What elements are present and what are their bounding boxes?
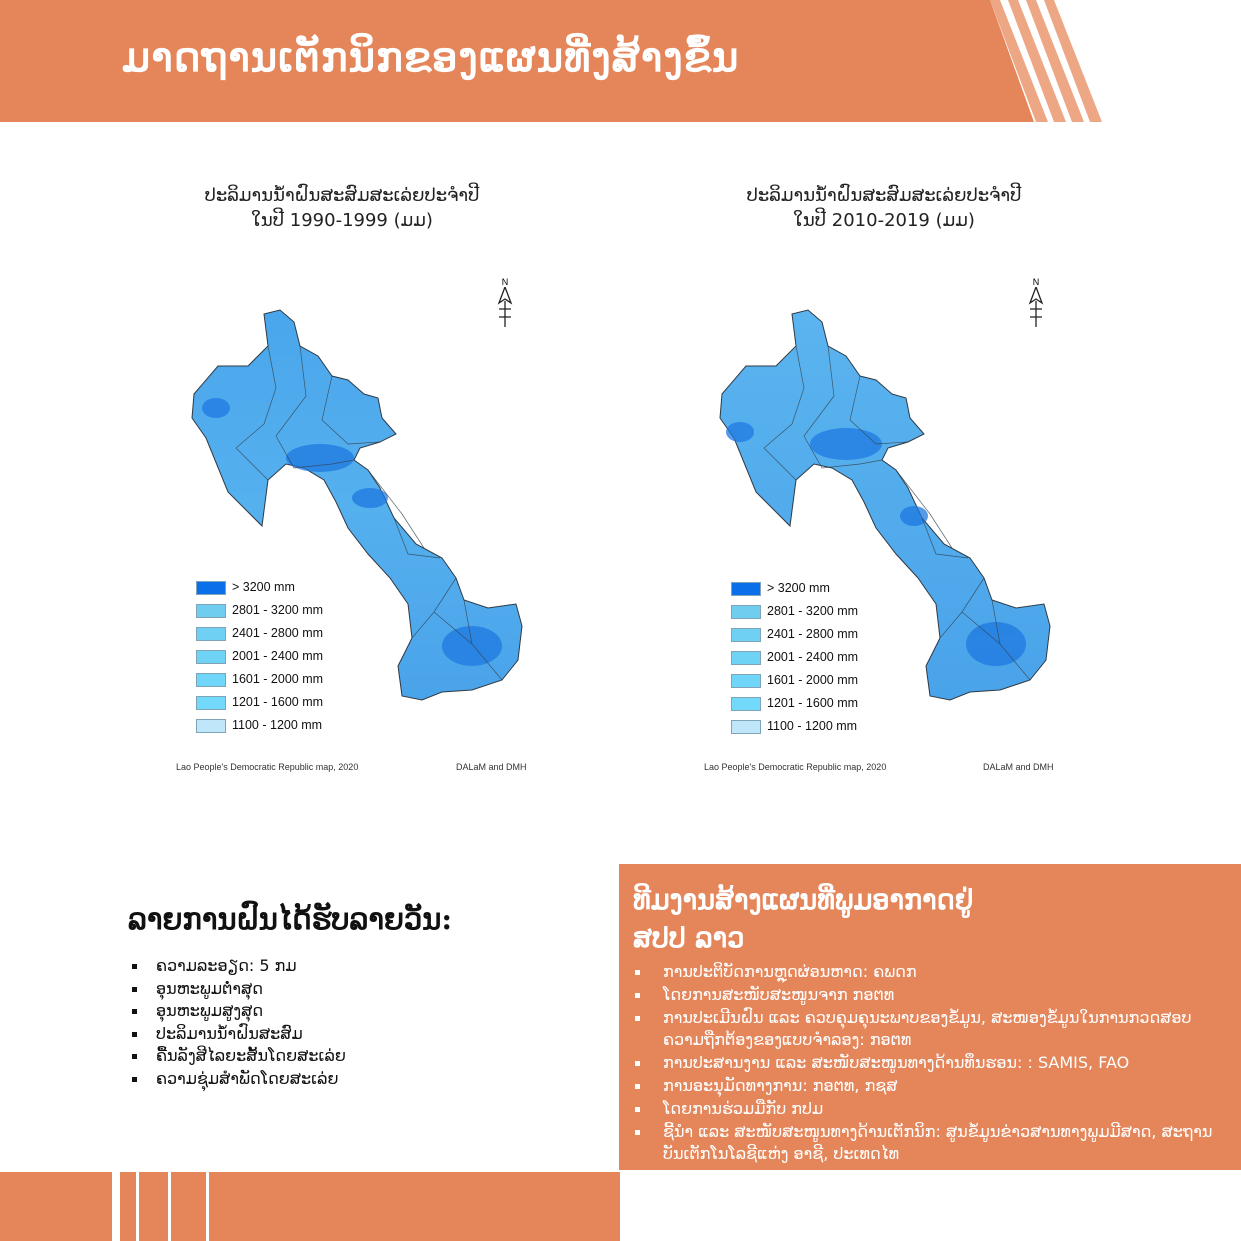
legend-swatch [731, 720, 761, 734]
header-band [0, 0, 1241, 122]
legend-label: 2001 - 2400 mm [232, 649, 324, 663]
high-rain-zone [352, 488, 388, 508]
list-item [130, 978, 346, 1001]
team-title [633, 882, 973, 958]
legend-swatch [731, 605, 761, 619]
footer-shape [0, 1172, 620, 1241]
bullet-icon [132, 987, 137, 992]
legend-swatch [196, 650, 226, 664]
list-item [633, 1075, 1223, 1097]
team-title-line2: ສປປ ລາວ [633, 923, 745, 954]
high-rain-zone [442, 626, 502, 666]
legend-label: 1100 - 1200 mm [767, 719, 858, 733]
legend-label: > 3200 mm [767, 581, 830, 595]
list-item-label: ການປະເມີນຝົນ ແລະ ຄວບຄຸມຄຸນະພາບຂອງຂໍ້ມູນ, ສະໜອງຂໍ້ມູນໃນການກວດສອບຄວາມຖືກຕ້ອງຂອງແບບຈຳລອງ: ກອຕທ [663, 1008, 1192, 1049]
legend-label: 2401 - 2800 mm [232, 626, 324, 640]
list-item [633, 1052, 1223, 1074]
list-item-label: ການປະຕິບັດການຫຼຸດຜ່ອນຫາດ: ຄພດກ [663, 962, 917, 981]
list-item-label: ອຸນຫະພູມຕ່ຳສຸດ [156, 978, 263, 998]
legend-swatch [731, 674, 761, 688]
bullet-icon [635, 1084, 640, 1089]
legend-swatch [196, 581, 226, 595]
list-item-label: ການປະສານງານ ແລະ ສະໜັບສະໜູນທາງດ້ານທຶນຮອນ: : SAMIS, FAO [663, 1053, 1130, 1072]
bullet-icon [132, 1077, 137, 1082]
legend-swatch [196, 604, 226, 618]
legend-label: 1601 - 2000 mm [232, 672, 324, 686]
list-item [130, 955, 346, 978]
footer-stripe [112, 1172, 120, 1241]
list-item [633, 984, 1223, 1006]
bullet-icon [132, 964, 137, 969]
north-label: N [501, 277, 509, 287]
footer-band [0, 1172, 620, 1241]
bullet-icon [635, 1130, 640, 1135]
bullet-icon [635, 970, 640, 975]
high-rain-zone [202, 398, 230, 418]
north-arrow-icon [1028, 287, 1044, 327]
list-item [130, 1045, 346, 1068]
legend-label: 1201 - 1600 mm [232, 695, 324, 709]
map-title-line1: ປະລິມານນ້ຳຝົນສະສົມສະເລ່ຍປະຈຳປີ [746, 185, 1022, 206]
bullet-icon [132, 1054, 137, 1059]
legend-swatch [731, 697, 761, 711]
legend-swatch [196, 673, 226, 687]
legend-label: 2001 - 2400 mm [767, 650, 859, 664]
high-rain-zone [966, 622, 1026, 666]
rainfall-map-2010 [700, 248, 1062, 776]
map-title-1990 [172, 183, 512, 233]
list-item [633, 1098, 1223, 1120]
rain-list [130, 955, 346, 1091]
legend-label: 1100 - 1200 mm [232, 718, 323, 732]
legend-swatch [731, 651, 761, 665]
bullet-icon [635, 1016, 640, 1021]
list-item-label: ການອະນຸມັດທາງການ: ກອຕທ, ກຊສ [663, 1076, 898, 1095]
legend-swatch [731, 628, 761, 642]
list-item-label: ໂດຍການສະໜັບສະໜູນຈາກ ກອຕທ [663, 985, 895, 1004]
legend-label: 1601 - 2000 mm [767, 673, 859, 687]
bullet-icon [635, 1061, 640, 1066]
team-panel [619, 864, 1241, 1170]
list-item-label: ໂດຍການຮ່ວມມືກັບ ກປມ [663, 1099, 824, 1118]
team-title-line1: ທີມງານສ້າງແຜນທີ່ພູມອາກາດຢູ່ [633, 885, 974, 916]
map-credit-source: Lao People's Democratic Republic map, 2020 [176, 762, 359, 772]
north-label: N [1032, 277, 1040, 287]
list-item [633, 1121, 1223, 1165]
rain-list-heading: ລາຍການຝົນໄດ້ຮັບລາຍວັນ: [128, 902, 453, 936]
list-item-label: ຄື້ນລັງສີໄລຍະສັ້ນໂດຍສະເລ່ຍ [156, 1046, 346, 1066]
bullet-icon [132, 1032, 137, 1037]
legend-swatch [196, 719, 226, 733]
legend-label: > 3200 mm [232, 580, 295, 594]
north-arrow-icon [497, 287, 513, 327]
list-item-label: ຄວາມລະອຽດ: 5 ກມ [156, 956, 297, 975]
list-item [130, 1068, 346, 1091]
footer-stripe [136, 1172, 139, 1241]
legend-label: 2401 - 2800 mm [767, 627, 859, 641]
map-credit-agency: DALaM and DMH [983, 762, 1054, 772]
map-credit-agency: DALaM and DMH [456, 762, 527, 772]
legend-swatch [196, 627, 226, 641]
list-item-label: ປະລິມານນ້ຳຝົນສະສົມ [156, 1023, 303, 1043]
map-title-2010 [714, 183, 1054, 233]
list-item [633, 961, 1223, 983]
list-item [130, 1023, 346, 1046]
rainfall-map-1990 [172, 248, 534, 776]
bullet-icon [132, 1009, 137, 1014]
legend-swatch [196, 696, 226, 710]
footer-stripe [168, 1172, 171, 1241]
legend-label: 2801 - 3200 mm [767, 604, 859, 618]
north-arrow [497, 278, 513, 329]
map-title-line1: ປະລິມານນ້ຳຝົນສະສົມສະເລ່ຍປະຈຳປີ [204, 185, 480, 206]
legend-label: 1201 - 1600 mm [767, 696, 859, 710]
legend-label: 2801 - 3200 mm [232, 603, 324, 617]
team-list [633, 961, 1223, 1166]
bullet-icon [635, 1107, 640, 1112]
map-title-line2: ໃນປີ 1990-1999 (ມມ) [251, 210, 433, 231]
high-rain-zone [810, 428, 882, 460]
footer-stripe [206, 1172, 209, 1241]
list-item [633, 1007, 1223, 1051]
high-rain-zone [726, 422, 754, 442]
map-title-line2: ໃນປີ 2010-2019 (ມມ) [793, 210, 975, 231]
legend-swatch [731, 582, 761, 596]
map-credit-source: Lao People's Democratic Republic map, 2020 [704, 762, 887, 772]
list-item-label: ອຸນຫະພູມສູງສຸດ [156, 1001, 264, 1021]
north-arrow [1028, 278, 1044, 329]
list-item [130, 1000, 346, 1023]
page-title: ມາດຖານເຕັກນິກຂອງແຜນທີ່ງສ້າງຂຶ້ນ [122, 34, 740, 81]
list-item-label: ຄວາມຊຸ່ມສຳພັດໂດຍສະເລ່ຍ [156, 1068, 339, 1088]
bullet-icon [635, 993, 640, 998]
list-item-label: ຊີ້ນຳ ແລະ ສະໜັບສະໜູນທາງດ້ານເຕັກນິກ: ສູນຂໍ້ມູນຂ່າວສານທາງພູມມີສາດ, ສະຖານບັນເຕັກໂນໂລຊີແຫ່ງ ອາຊີ, ປະເທດໄທ [663, 1122, 1213, 1163]
